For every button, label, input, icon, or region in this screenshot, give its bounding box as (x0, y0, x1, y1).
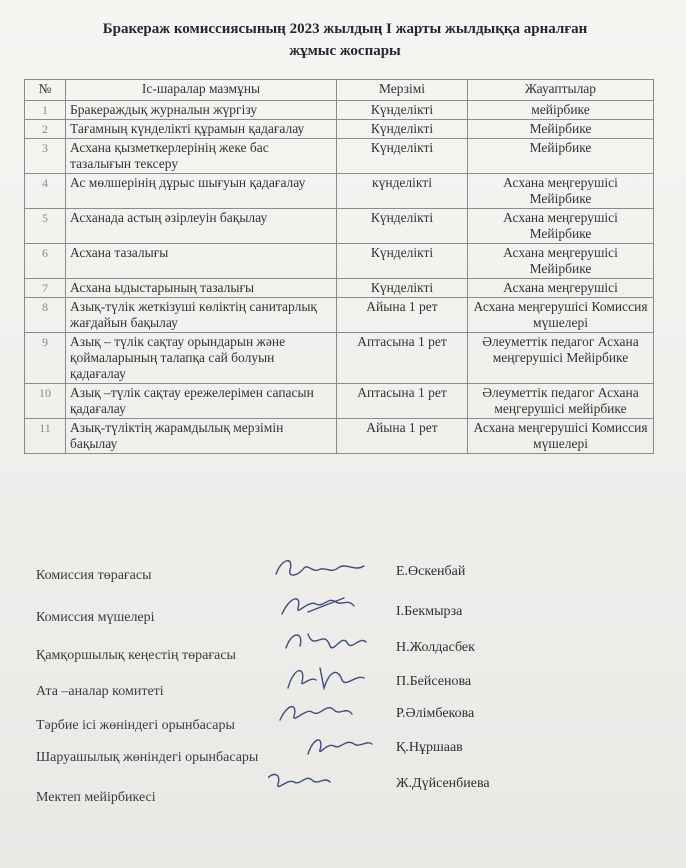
header-responsible: Жауаптылар (468, 80, 654, 101)
row-activity: Тағамның күнделікті құрамын қадағалау (66, 120, 337, 139)
table-row (25, 101, 654, 120)
signature-role: Мектеп мейірбикесі (36, 790, 156, 805)
table-row (25, 120, 654, 139)
row-activity: Асхана ыдыстарының тазалығы (66, 279, 337, 298)
row-activity: Асхана тазалығы (66, 244, 337, 279)
table-row (25, 419, 654, 454)
row-number: 4 (25, 174, 66, 209)
signature-name: Р.Әлімбекова (396, 706, 475, 721)
row-responsible: мейірбике (468, 101, 654, 120)
row-term: Айына 1 рет (337, 419, 468, 454)
row-activity: Асхана қызметкерлерінің жеке бас тазалығын тексеру (66, 139, 337, 174)
row-responsible: Әлеуметтік педагог Асхана меңгерушісі мейірбике (468, 384, 654, 419)
signature-row (36, 776, 656, 806)
signature-name: Қ.Нұршаав (396, 740, 463, 755)
row-activity: Азық-түліктің жарамдылық мерзімін бақылау (66, 419, 337, 454)
signature-name: Н.Жолдасбек (396, 640, 475, 655)
handwritten-signature (268, 694, 378, 728)
row-term: Күнделікті (337, 139, 468, 174)
row-number: 3 (25, 139, 66, 174)
row-activity: Азық-түлік жеткізуші көліктің санитарлық жағдайын бақылау (66, 298, 337, 333)
table-row (25, 298, 654, 333)
row-activity: Асханада астың әзірлеуін бақылау (66, 209, 337, 244)
table-row (25, 279, 654, 298)
row-responsible: Әлеуметтік педагог Асхана меңгерушісі Мейірбике (468, 333, 654, 384)
row-activity: Азық –түлік сақтау ережелерімен сапасын қадағалау (66, 384, 337, 419)
row-responsible: Асхана меңгерушісі Комиссия мүшелері (468, 298, 654, 333)
row-term: күнделікті (337, 174, 468, 209)
signature-role: Ата –аналар комитеті (36, 684, 164, 699)
table-row (25, 384, 654, 419)
row-number: 11 (25, 419, 66, 454)
handwritten-signature (268, 624, 378, 658)
plan-table (24, 79, 654, 454)
row-term: Күнделікті (337, 209, 468, 244)
row-number: 7 (25, 279, 66, 298)
row-number: 6 (25, 244, 66, 279)
title-line-1: Бракераж комиссиясының 2023 жылдың I жарты жылдыққа арналған (102, 21, 588, 37)
row-responsible: Асхана меңгерушісі Комиссия мүшелері (468, 419, 654, 454)
table-row (25, 244, 654, 279)
handwritten-signature (268, 660, 378, 694)
handwritten-signature (268, 728, 378, 762)
row-responsible: Асхана меңгерушісі (468, 279, 654, 298)
signature-name: П.Бейсенова (396, 674, 472, 689)
title-line-2: жұмыс жоспары (289, 43, 401, 59)
handwritten-signature (268, 552, 378, 586)
table-row (25, 333, 654, 384)
row-term: Аптасына 1 рет (337, 384, 468, 419)
row-activity: Ас мөлшерінің дұрыс шығуын қадағалау (66, 174, 337, 209)
row-responsible: Асхана меңгерушісі Мейірбике (468, 244, 654, 279)
header-number: № (25, 80, 66, 101)
table-row (25, 174, 654, 209)
table-row (25, 209, 654, 244)
row-term: Күнделікті (337, 101, 468, 120)
document-title (40, 18, 650, 62)
row-responsible: Мейірбике (468, 120, 654, 139)
signature-role: Шаруашылық жөніндегі орынбасары (36, 750, 259, 765)
signature-role: Комиссия төрағасы (36, 568, 152, 583)
row-term: Аптасына 1 рет (337, 333, 468, 384)
row-number: 5 (25, 209, 66, 244)
row-number: 2 (25, 120, 66, 139)
row-term: Айына 1 рет (337, 298, 468, 333)
row-responsible: Асхана меңгерушісі Мейірбике (468, 174, 654, 209)
signature-block (36, 562, 656, 822)
row-term: Күнделікті (337, 120, 468, 139)
handwritten-signature (268, 766, 378, 800)
row-number: 8 (25, 298, 66, 333)
signature-name: Ж.Дүйсенбиева (396, 776, 490, 791)
header-term: Мерзімі (337, 80, 468, 101)
header-activity: Іс-шаралар мазмұны (66, 80, 337, 101)
table-header-row (25, 80, 654, 101)
row-number: 9 (25, 333, 66, 384)
signature-row (36, 738, 656, 768)
row-responsible: Мейірбике (468, 139, 654, 174)
row-activity: Азық – түлік сақтау орындарын және қоймаларының талапқа сай болуын қадағалау (66, 333, 337, 384)
row-term: Күнделікті (337, 279, 468, 298)
signature-role: Қамқоршылық кеңестің төрағасы (36, 648, 236, 663)
signature-name: І.Бекмырза (396, 604, 463, 619)
row-number: 1 (25, 101, 66, 120)
row-activity: Бракераждық журналын жүргізу (66, 101, 337, 120)
row-number: 10 (25, 384, 66, 419)
handwritten-signature (268, 588, 378, 622)
row-term: Күнделікті (337, 244, 468, 279)
signature-name: Е.Өскенбай (396, 564, 466, 579)
signature-role: Комиссия мүшелері (36, 610, 155, 625)
row-responsible: Асхана меңгерушісі Мейірбике (468, 209, 654, 244)
table-row (25, 139, 654, 174)
signature-role: Тәрбие ісі жөніндегі орынбасары (36, 718, 235, 733)
